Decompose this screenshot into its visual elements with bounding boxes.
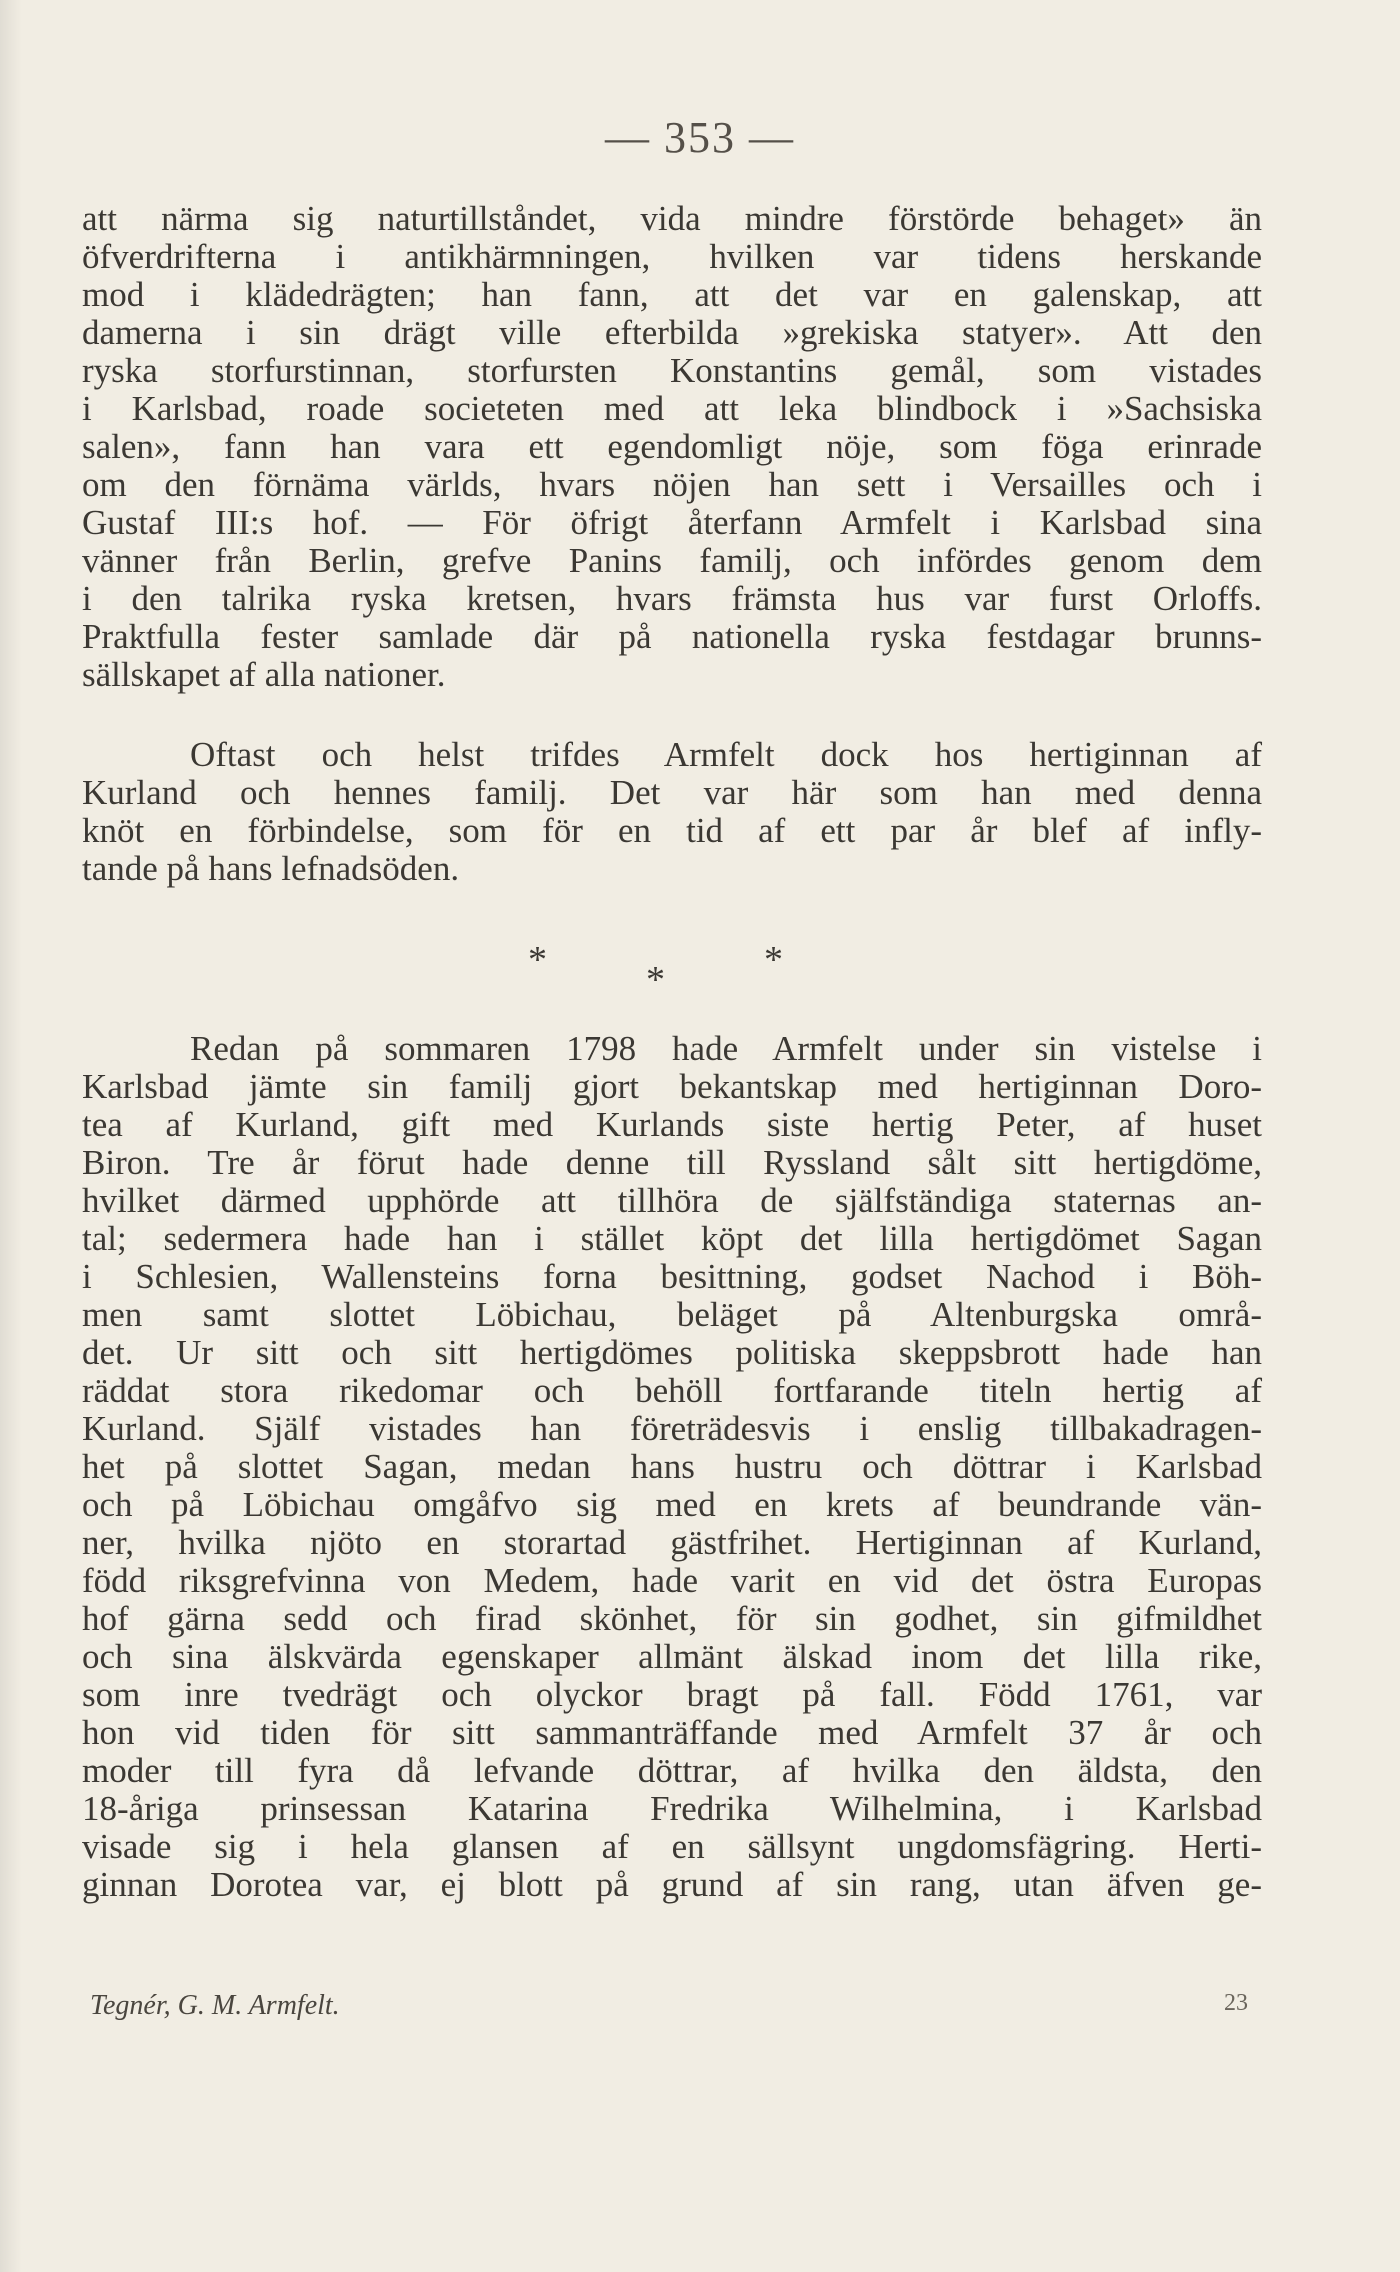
text-line: räddat stora rikedomar och behöll fortfarande titeln hertig af [82, 1371, 1262, 1410]
text-line: Biron. Tre år förut hade denne till Ryssland sålt sitt hertigdöme, [82, 1143, 1262, 1182]
page-edge-shadow [0, 0, 22, 2272]
text-line: tea af Kurland, gift med Kurlands siste hertig Peter, af huset [82, 1105, 1262, 1144]
text-line: om den förnäma världs, hvars nöjen han sett i Versailles och i [82, 465, 1262, 504]
text-line: i den talrika ryska kretsen, hvars främsta hus var furst Orloffs. [82, 579, 1262, 618]
text-line: tande på hans lefnadsöden. [82, 849, 460, 888]
text-line: 18-åriga prinsessan Katarina Fredrika Wilhelmina, i Karlsbad [82, 1789, 1262, 1828]
text-line: Kurland och hennes familj. Det var här som han med denna [82, 773, 1262, 812]
text-line: ryska storfurstinnan, storfursten Konstantins gemål, som vistades [82, 351, 1262, 390]
text-line: det. Ur sitt och sitt hertigdömes politiska skeppsbrott hade han [82, 1333, 1262, 1372]
text-line: Praktfulla fester samlade där på nationella ryska festdagar brunns- [82, 617, 1262, 656]
separator-asterisk: * [764, 939, 783, 981]
text-line: ginnan Dorotea var, ej blott på grund af sin rang, utan äfven ge- [82, 1865, 1262, 1904]
text-line: att närma sig naturtillståndet, vida mindre förstörde behaget» än [82, 199, 1262, 238]
text-line: och på Löbichau omgåfvo sig med en krets af beundrande vän- [82, 1485, 1262, 1524]
text-line: hvilket därmed upphörde att tillhöra de själfständiga staternas an- [82, 1181, 1262, 1220]
text-line: het på slottet Sagan, medan hans hustru och döttrar i Karlsbad [82, 1447, 1262, 1486]
text-line: moder till fyra då lefvande döttrar, af hvilka den äldsta, den [82, 1751, 1262, 1790]
text-line: och sina älskvärda egenskaper allmänt älskad inom det lilla rike, [82, 1637, 1262, 1676]
sheet-number: 23 [1224, 1990, 1248, 2016]
separator-asterisk: * [528, 939, 547, 981]
text-line: visade sig i hela glansen af en sällsynt ungdomsfägring. Herti- [82, 1827, 1262, 1866]
separator-asterisk: * [646, 959, 665, 1001]
text-line: Gustaf III:s hof. — För öfrigt återfann Armfelt i Karlsbad sina [82, 503, 1262, 542]
text-line: knöt en förbindelse, som för en tid af ett par år blef af infly- [82, 811, 1262, 850]
text-line: i Karlsbad, roade societeten med att leka blindbock i »Sachsiska [82, 389, 1262, 428]
text-line: damerna i sin drägt ville efterbilda »grekiska statyer». Att den [82, 313, 1262, 352]
text-line: Oftast och helst trifdes Armfelt dock hos hertiginnan af [190, 735, 1262, 774]
text-line: salen», fann han vara ett egendomligt nöje, som föga erinrade [82, 427, 1262, 466]
text-line: i Schlesien, Wallensteins forna besittning, godset Nachod i Böh- [82, 1257, 1262, 1296]
page-number: — 353 — [605, 113, 795, 162]
text-line: Karlsbad jämte sin familj gjort bekantskap med hertiginnan Doro- [82, 1067, 1262, 1106]
text-line: öfverdrifterna i antikhärmningen, hvilken var tidens herskande [82, 237, 1262, 276]
text-line: tal; sedermera hade han i stället köpt det lilla hertigdömet Sagan [82, 1219, 1262, 1258]
text-line: hof gärna sedd och firad skönhet, för sin godhet, sin gifmildhet [82, 1599, 1262, 1638]
text-line: mod i klädedrägten; han fann, att det var en galenskap, att [82, 275, 1262, 314]
text-line: hon vid tiden för sitt sammanträffande med Armfelt 37 år och [82, 1713, 1262, 1752]
text-line: sällskapet af alla nationer. [82, 655, 446, 694]
signature-mark: Tegnér, G. M. Armfelt. [90, 1990, 340, 2021]
text-line: vänner från Berlin, grefve Panins familj, och infördes genom dem [82, 541, 1262, 580]
text-line: ner, hvilka njöto en storartad gästfrihet. Hertiginnan af Kurland, [82, 1523, 1262, 1562]
text-line: som inre tvedrägt och olyckor bragt på fall. Född 1761, var [82, 1675, 1262, 1714]
text-line: Kurland. Själf vistades han företrädesvis i enslig tillbakadragen- [82, 1409, 1262, 1448]
text-line: Redan på sommaren 1798 hade Armfelt under sin vistelse i [190, 1029, 1262, 1068]
text-line: född riksgrefvinna von Medem, hade varit en vid det östra Europas [82, 1561, 1262, 1600]
text-line: men samt slottet Löbichau, beläget på Altenburgska områ- [82, 1295, 1262, 1334]
